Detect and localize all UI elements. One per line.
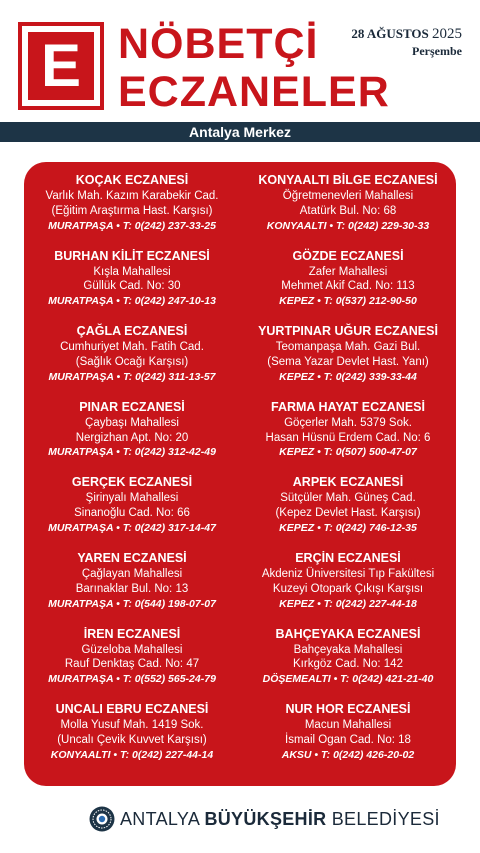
date: [351, 26, 462, 43]
pharmacy-name: GÖZDE ECZANESİ: [292, 248, 404, 263]
right-column: [240, 172, 456, 777]
pharmacy-item: [240, 701, 456, 777]
pharmacy-item: [240, 550, 456, 626]
pharmacy-address-line2: (Sağlık Ocağı Karşısı): [75, 355, 189, 368]
pharmacy-item: [24, 323, 240, 399]
pharmacy-address-line1: Cumhuriyet Mah. Fatih Cad.: [60, 341, 204, 354]
brand-part-2: BÜYÜKŞEHİR: [204, 809, 327, 829]
pharmacy-name: YURTPINAR UĞUR ECZANESİ: [258, 324, 438, 339]
pharmacy-address-line2: Nergizhan Apt. No: 20: [75, 431, 189, 444]
pharmacy-address-line1: Molla Yusuf Mah. 1419 Sok.: [60, 719, 204, 732]
pharmacy-item: [240, 248, 456, 324]
pharmacy-item: [240, 626, 456, 702]
pharmacy-address-line1: Şirinyalı Mahallesi: [85, 492, 179, 505]
pharmacy-phone: KONYAALTI • T: 0(242) 227-44-14: [50, 748, 214, 761]
pharmacy-item: [24, 550, 240, 626]
pharmacy-name: UNCALI EBRU ECZANESİ: [55, 702, 209, 717]
pharmacy-address-line1: Öğretmenevleri Mahallesi: [282, 190, 414, 202]
pharmacy-item: [240, 172, 456, 248]
pharmacy-name: PINAR ECZANESİ: [79, 399, 185, 414]
pharmacy-phone: MURATPAŞA • T: 0(242) 312-42-49: [48, 446, 216, 459]
pharmacy-phone: KEPEZ • T: 0(507) 500-47-07: [279, 446, 417, 459]
header: [0, 0, 480, 120]
pharmacy-address-line2: Rauf Denktaş Cad. No: 47: [64, 658, 200, 671]
pharmacy-name: KONYAALTI BİLGE ECZANESİ: [258, 173, 438, 187]
pharmacy-name: ARPEK ECZANESİ: [292, 475, 404, 490]
pharmacy-name: YAREN ECZANESİ: [77, 550, 187, 565]
pharmacy-phone: AKSU • T: 0(242) 426-20-02: [281, 748, 415, 761]
pharmacy-address-line1: Macun Mahallesi: [304, 719, 392, 732]
pharmacy-name: KOÇAK ECZANESİ: [75, 173, 189, 187]
pharmacy-name: ERÇİN ECZANESİ: [295, 550, 401, 565]
municipality-name: [120, 809, 440, 830]
pharmacy-panel: [24, 162, 456, 786]
pharmacy-address-line2: Kırkgöz Cad. No: 142: [293, 658, 403, 671]
brand-part-1: ANTALYA: [120, 809, 205, 829]
pharmacy-address-line1: Güzeloba Mahallesi: [81, 643, 183, 656]
region-bar: Antalya Merkez: [0, 122, 480, 142]
date-day-month: 28 AĞUSTOS: [351, 26, 429, 41]
pharmacy-address-line1: Çağlayan Mahallesi: [81, 567, 183, 580]
pharmacy-name: NUR HOR ECZANESİ: [285, 702, 411, 717]
pharmacy-phone: MURATPAŞA • T: 0(242) 311-13-57: [48, 370, 216, 383]
pharmacy-name: FARMA HAYAT ECZANESİ: [271, 399, 425, 414]
pharmacy-address-line2: Atatürk Bul. No: 68: [299, 204, 397, 217]
municipality-emblem-icon: [89, 806, 115, 832]
pharmacy-address-line2: (Kepez Devlet Hast. Karşısı): [275, 507, 421, 520]
pharmacy-address-line2: Sinanoğlu Cad. No: 66: [74, 507, 190, 520]
pharmacy-address-line1: Teomanpaşa Mah. Gazi Bul.: [275, 341, 421, 354]
title-line-1: NÖBETÇİ: [118, 20, 319, 68]
pharmacy-address-line1: Bahçeyaka Mahallesi: [293, 643, 403, 656]
pharmacy-address-line1: Çaybaşı Mahallesi: [85, 416, 179, 429]
pharmacy-address-line2: İsmail Ogan Cad. No: 18: [285, 733, 411, 746]
left-column: [24, 172, 240, 777]
pharmacy-item: [240, 474, 456, 550]
pharmacy-address-line1: Varlık Mah. Kazım Karabekir Cad.: [45, 190, 219, 202]
pharmacy-item: [24, 701, 240, 777]
pharmacy-item: [24, 474, 240, 550]
pharmacy-address-line2: (Uncalı Çevik Kuvvet Karşısı): [57, 733, 207, 746]
pharmacy-item: [24, 248, 240, 324]
pharmacy-item: [240, 323, 456, 399]
title-line-2: ECZANELER: [118, 68, 390, 116]
pharmacy-name: BAHÇEYAKA ECZANESİ: [275, 626, 421, 641]
pharmacy-address-line1: Akdeniz Üniversitesi Tıp Fakültesi: [261, 567, 435, 580]
pharmacy-item: [240, 399, 456, 475]
date-year: 2025: [432, 26, 462, 42]
pharmacy-phone: KONYAALTI • T: 0(242) 229-30-33: [266, 219, 430, 232]
pharmacy-address-line2: Barınaklar Bul. No: 13: [75, 582, 189, 595]
pharmacy-phone: MURATPAŞA • T: 0(242) 247-10-13: [48, 295, 216, 308]
pharmacy-address-line1: Zafer Mahallesi: [308, 265, 388, 278]
pharmacy-item: [24, 172, 240, 248]
pharmacy-address-line2: Kuzeyi Otopark Çıkışı Karşısı: [272, 582, 424, 595]
logo-letter: E: [28, 32, 94, 100]
pharmacy-phone: DÖŞEMEALTI • T: 0(242) 421-21-40: [262, 673, 434, 686]
pharmacy-phone: KEPEZ • T: 0(242) 746-12-35: [279, 521, 417, 534]
pharmacy-address-line2: (Sema Yazar Devlet Hast. Yanı): [267, 355, 429, 368]
date-block: [351, 26, 462, 59]
weekday: Perşembe: [412, 44, 462, 58]
pharmacy-name: BURHAN KİLİT ECZANESİ: [54, 248, 210, 263]
pharmacy-phone: MURATPAŞA • T: 0(544) 198-07-07: [48, 597, 216, 610]
pharmacy-name: ÇAĞLA ECZANESİ: [76, 324, 188, 339]
eczane-logo: [18, 22, 104, 110]
pharmacy-phone: MURATPAŞA • T: 0(242) 317-14-47: [48, 521, 216, 534]
pharmacy-name: GERÇEK ECZANESİ: [71, 475, 193, 490]
pharmacy-address-line1: Sütçüler Mah. Güneş Cad.: [280, 492, 416, 505]
pharmacy-phone: MURATPAŞA • T: 0(552) 565-24-79: [48, 673, 216, 686]
brand-part-3: BELEDİYESİ: [326, 809, 440, 829]
pharmacy-phone: KEPEZ • T: 0(537) 212-90-50: [279, 295, 417, 308]
pharmacy-phone: KEPEZ • T: 0(242) 227-44-18: [279, 597, 417, 610]
pharmacy-item: [24, 399, 240, 475]
pharmacy-item: [24, 626, 240, 702]
pharmacy-phone: KEPEZ • T: 0(242) 339-33-44: [279, 370, 417, 383]
pharmacy-address-line2: (Eğitim Araştırma Hast. Karşısı): [51, 204, 213, 217]
pharmacy-address-line1: Kışla Mahallesi: [93, 265, 171, 278]
pharmacy-name: İREN ECZANESİ: [83, 626, 181, 641]
pharmacy-address-line2: Mehmet Akif Cad. No: 113: [281, 280, 415, 293]
pharmacy-phone: MURATPAŞA • T: 0(242) 237-33-25: [48, 219, 216, 232]
pharmacy-address-line1: Göçerler Mah. 5379 Sok.: [284, 416, 412, 429]
pharmacy-address-line2: Hasan Hüsnü Erdem Cad. No: 6: [265, 431, 431, 444]
pharmacy-address-line2: Güllük Cad. No: 30: [83, 280, 181, 293]
